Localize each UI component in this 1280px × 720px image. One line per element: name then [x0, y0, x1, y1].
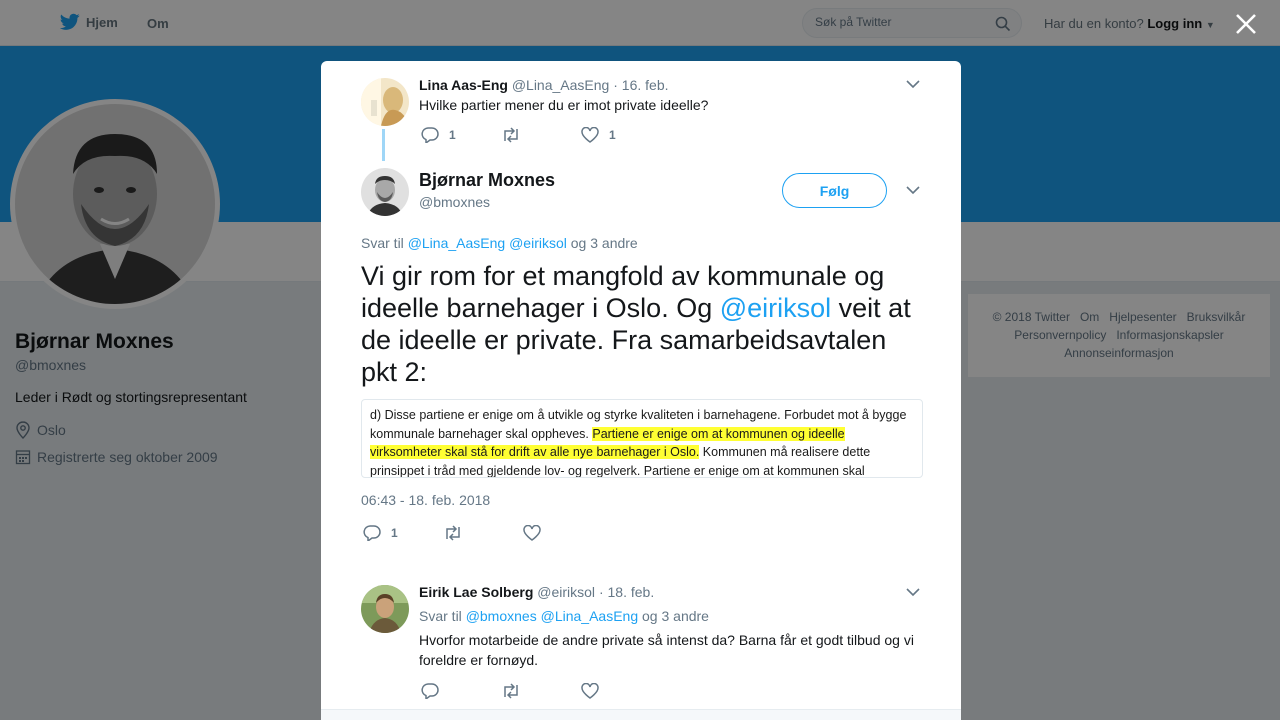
modal-footer	[321, 709, 961, 720]
main-tweet-actions	[363, 525, 603, 541]
like-button[interactable]	[581, 683, 661, 699]
footer-link-about[interactable]: Om	[1079, 310, 1100, 324]
image-text: Kommunen må realisere dette prinsippet i tråd med gjeldende lov- og regelverk. Partiene er enige om at kommunen skal	[370, 445, 871, 478]
tweet-text-part: veit at de ideelle er private. Fra samarbeidsavtalen pkt 2:	[361, 293, 911, 387]
footer-link-privacy[interactable]: Personvernpolicy	[1014, 328, 1107, 342]
mention-link[interactable]: @eiriksol	[509, 235, 567, 251]
retweet-icon	[501, 127, 521, 143]
retweet-button[interactable]	[501, 683, 581, 699]
nav-home-label: Hjem	[86, 14, 118, 30]
reply-tweet-reply-context	[419, 608, 709, 624]
tweet-image[interactable]	[361, 399, 923, 478]
parent-tweet-text: Hvilke partier mener du er imot private ideelle?	[419, 97, 709, 113]
parent-tweet-date[interactable]: 16. feb.	[621, 77, 669, 93]
login-button[interactable]: Logg inn	[1147, 16, 1203, 31]
reply-icon	[421, 127, 439, 143]
profile-bio: Leder i Rødt og stortingsrepresentant	[15, 389, 247, 405]
footer-link-terms[interactable]: Bruksvilkår	[1186, 310, 1246, 324]
retweet-button[interactable]	[501, 127, 581, 143]
chevron-down-icon[interactable]	[906, 79, 920, 89]
tweet-timestamp[interactable]: 06:43 - 18. feb. 2018	[361, 492, 491, 508]
reply-tweet-text: Hvorfor motarbeide de andre private så intenst da? Barna får et godt tilbud og vi foreldre er fornøyd.	[419, 632, 914, 668]
tweet-modal	[321, 61, 961, 720]
reply-prefix: Svar til	[419, 608, 462, 624]
location-text: Oslo	[37, 422, 66, 438]
retweet-icon	[501, 683, 521, 699]
heart-icon	[581, 683, 599, 699]
reply-tweet-date[interactable]: 18. feb.	[607, 584, 655, 600]
close-icon[interactable]	[1233, 11, 1259, 37]
avatar[interactable]	[361, 168, 409, 216]
thread-connector	[382, 129, 385, 161]
footer-link-ads[interactable]: Annonseinformasjon	[1064, 346, 1174, 360]
joined-text: Registrerte seg oktober 2009	[37, 449, 218, 465]
chevron-down-icon[interactable]	[906, 185, 920, 195]
profile-name[interactable]: Bjørnar Moxnes	[15, 330, 174, 353]
footer-link-copyright[interactable]: © 2018 Twitter	[992, 310, 1070, 324]
avatar[interactable]	[361, 585, 409, 633]
parent-tweet-handle[interactable]: @Lina_AasEng	[511, 77, 610, 93]
reply-count: 1	[391, 526, 398, 540]
mention-link[interactable]: @Lina_AasEng	[540, 608, 639, 624]
main-tweet-reply-context	[361, 235, 638, 251]
image-text-highlight: Partiene er enige om at kommunen og ideelle virksomheter skal stå for drift av alle nye barnehager i Oslo.	[370, 426, 845, 459]
like-button[interactable]	[523, 525, 603, 541]
caret-down-icon[interactable]: ▼	[1205, 20, 1215, 30]
mention-link[interactable]: @eiriksol	[719, 293, 832, 323]
account-prompt-text: Har du en konto?	[1044, 16, 1144, 31]
profile-handle[interactable]: @bmoxnes	[15, 357, 87, 373]
nav-about[interactable]: Om	[147, 16, 169, 31]
like-button[interactable]	[581, 127, 661, 143]
mention-link[interactable]: @bmoxnes	[465, 608, 537, 624]
reply-icon	[363, 525, 381, 541]
separator-dot: ·	[598, 584, 604, 600]
separator-dot: ·	[613, 77, 618, 93]
avatar[interactable]	[361, 78, 409, 126]
heart-icon	[523, 525, 541, 541]
reply-button[interactable]	[421, 127, 501, 143]
reply-tweet-author[interactable]: Eirik Lae Solberg	[419, 584, 534, 600]
retweet-button[interactable]	[443, 525, 523, 541]
reply-tweet-handle[interactable]: @eiriksol	[537, 584, 596, 600]
reply-icon	[421, 683, 439, 699]
reply-tweet-actions	[421, 683, 661, 699]
reply-count: 1	[449, 128, 456, 142]
reply-button[interactable]	[421, 683, 501, 699]
main-tweet-handle[interactable]: @bmoxnes	[419, 194, 491, 210]
main-tweet-text	[361, 260, 921, 388]
reply-suffix[interactable]: og 3 andre	[642, 608, 709, 624]
reply-button[interactable]	[363, 525, 443, 541]
reply-tweet-header	[419, 584, 654, 600]
tweet-text-part: Vi gir rom for et mangfold av kommunale og ideelle barnehager i Oslo. Og	[361, 261, 885, 323]
parent-tweet-actions	[421, 127, 661, 143]
parent-tweet-author[interactable]: Lina Aas-Eng	[419, 77, 508, 93]
footer-link-help[interactable]: Hjelpesenter	[1109, 310, 1177, 324]
parent-tweet-header	[419, 77, 669, 93]
chevron-down-icon[interactable]	[906, 587, 920, 597]
image-text: d) Disse partiene er enige om å utvikle og styrke kvaliteten i barnehagene. Forbudet mot å bygge kommunale barnehager skal oppheves.	[370, 408, 907, 441]
footer-link-cookies[interactable]: Informasjonskapsler	[1116, 328, 1224, 342]
reply-suffix[interactable]: og 3 andre	[570, 235, 638, 251]
retweet-icon	[443, 525, 463, 541]
follow-button[interactable]: Følg	[782, 173, 887, 208]
mention-link[interactable]: @Lina_AasEng	[407, 235, 506, 251]
like-count: 1	[609, 128, 616, 142]
reply-prefix: Svar til	[361, 235, 404, 251]
main-tweet-author[interactable]: Bjørnar Moxnes	[419, 170, 556, 190]
heart-icon	[581, 127, 599, 143]
